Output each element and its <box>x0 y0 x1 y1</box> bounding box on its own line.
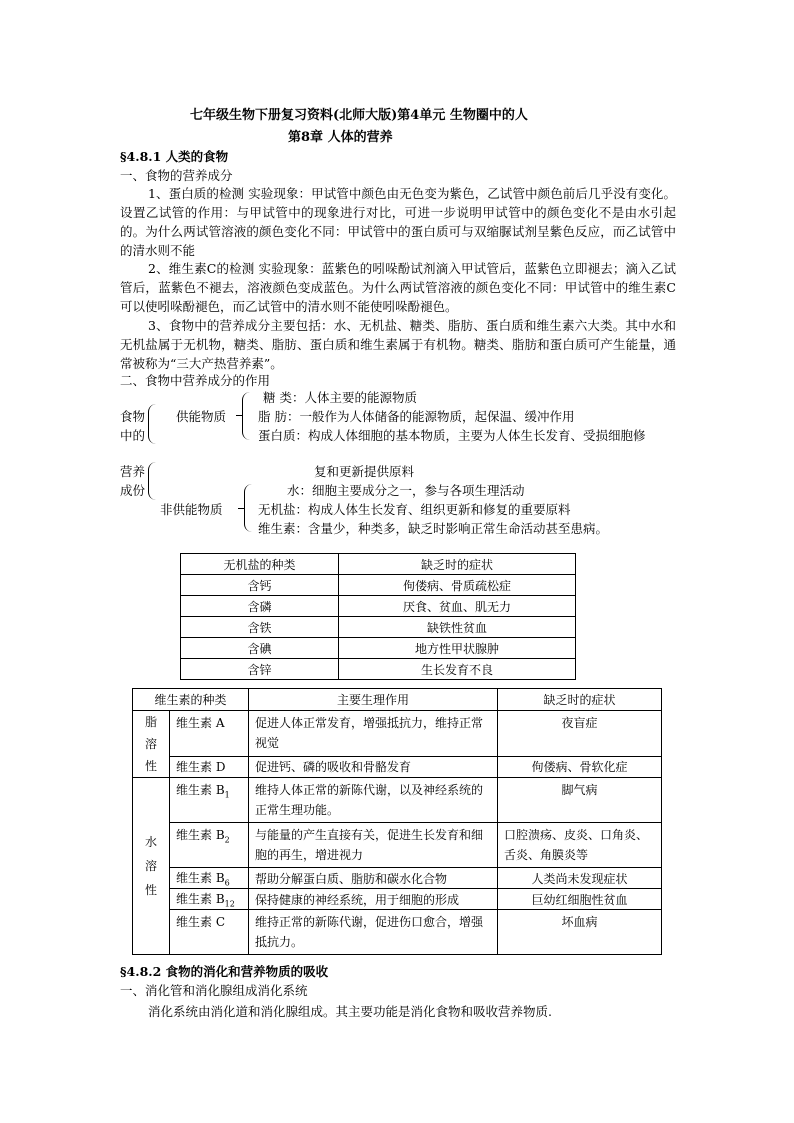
vitamin-name <box>170 868 249 889</box>
column-header: 维生素的种类 <box>133 689 249 711</box>
vitamin-subscript: 2 <box>224 835 230 845</box>
column-header: 缺乏时的症状 <box>498 689 662 711</box>
tree-root-line-2: 中的 <box>120 428 146 443</box>
table-row <box>133 889 662 910</box>
chapter-title: 第8章 人体的营养 <box>288 130 393 145</box>
group-fat-soluble: 脂溶性 <box>133 711 170 778</box>
table-row <box>133 756 662 777</box>
column-header: 缺乏时的症状 <box>339 554 576 575</box>
non-energy-substances-label: 非供能物质 <box>160 502 223 517</box>
mineral-deficiency-table <box>180 553 576 680</box>
vitamin-role: 维持人体正常的新陈代谢，以及神经系统的正常生理功能。 <box>249 778 498 823</box>
energy-brace <box>242 392 251 440</box>
vitamin-name-text: 维生素 B <box>176 870 225 885</box>
protein-role: 蛋白质：构成人体细胞的基本物质，主要为人体生长发育、受损细胞修 <box>258 428 646 443</box>
mineral-name: 含磷 <box>181 596 339 617</box>
heading-digestive-system: 一、消化管和消化腺组成消化系统 <box>120 983 308 998</box>
column-header: 无机盐的种类 <box>181 554 339 575</box>
vitamin-name: 维生素 C <box>170 910 249 955</box>
vitamin-name <box>170 889 249 910</box>
heading-nutrient-roles: 二、食物中营养成分的作用 <box>120 373 271 388</box>
vitamin-subscript: 6 <box>224 878 230 888</box>
mineral-role: 无机盐：构成人体生长发育、组织更新和修复的重要原料 <box>258 502 571 517</box>
table-row <box>181 659 576 680</box>
tree-root-line-4: 成份 <box>120 483 146 498</box>
vitamin-symptom: 口腔溃疡、皮炎、口角炎、舌炎、角膜炎等 <box>498 823 662 868</box>
vitamin-subscript: 1 <box>224 790 230 800</box>
table-row <box>133 823 662 868</box>
mineral-name: 含钙 <box>181 575 339 596</box>
paragraph-protein-test: 1、蛋白质的检测 实验现象：甲试管中颜色由无色变为紫色，乙试管中颜色前后几乎没有变化。设置乙试管的作用：与甲试管中的现象进行对比，可进一步说明甲试管中的颜色变化不是由水引起的。为什么两试管溶液的颜色变化不同：甲试管中的蛋白质可与双缩脲试剂呈紫色反应，而乙试管中的清水则不能 <box>120 186 676 258</box>
mineral-symptom: 地方性甲状腺肿 <box>339 638 576 659</box>
vitamin-role: 促进钙、磷的吸收和骨骼发育 <box>249 756 498 777</box>
mineral-symptom: 佝偻病、骨质疏松症 <box>339 575 576 596</box>
paragraph-six-nutrients: 3、食物中的营养成分主要包括：水、无机盐、糖类、脂肪、蛋白质和维生素六大类。其中水和无机盐属于无机物，糖类、脂肪、蛋白质和维生素属于有机物。糖类、脂肪和蛋白质可产生能量，通常被称为“三大产热营养素”。 <box>120 318 676 371</box>
group-water-soluble: 水溶性 <box>133 778 170 955</box>
table-header-row <box>181 554 576 575</box>
vitamin-symptom: 佝偻病、骨软化症 <box>498 756 662 777</box>
vitamin-name <box>170 778 249 823</box>
vitamin-role: 帮助分解蛋白质、脂肪和碳水化合物 <box>249 868 498 889</box>
energy-brace-tick <box>236 415 242 416</box>
mineral-name: 含碘 <box>181 638 339 659</box>
vitamin-symptom: 脚气病 <box>498 778 662 823</box>
energy-substances-label: 供能物质 <box>176 409 227 424</box>
vitamin-role: 维持正常的新陈代谢，促进伤口愈合，增强抵抗力。 <box>249 910 498 955</box>
table-row <box>181 575 576 596</box>
vitamin-name-text: 维生素 B <box>176 891 225 906</box>
vitamin-role: 与能量的产生直接有关，促进生长发育和细胞的再生，增进视力 <box>249 823 498 868</box>
vitamin-subscript: 12 <box>224 899 235 909</box>
root-brace-top <box>148 404 157 444</box>
mineral-name: 含锌 <box>181 659 339 680</box>
vitamin-symptom: 夜盲症 <box>498 711 662 757</box>
non-energy-brace-tick <box>238 508 244 509</box>
table-row <box>133 711 662 757</box>
section-title-digestion: §4.8.2 食物的消化和营养物质的吸收 <box>120 964 329 979</box>
vitamin-symptom: 巨幼红细胞性贫血 <box>498 889 662 910</box>
vitamin-table <box>132 688 662 955</box>
table-row <box>133 910 662 955</box>
table-row <box>181 638 576 659</box>
non-energy-brace <box>244 484 253 532</box>
vitamin-role: 促进人体正常发育，增强抵抗力，维持正常视觉 <box>249 711 498 757</box>
column-header: 主要生理作用 <box>249 689 498 711</box>
table-row <box>133 778 662 823</box>
mineral-symptom: 生长发育不良 <box>339 659 576 680</box>
root-brace-bottom <box>148 462 157 500</box>
vitamin-symptom: 坏血病 <box>498 910 662 955</box>
table-row <box>181 596 576 617</box>
section-title-human-food: §4.8.1 人类的食物 <box>120 149 229 164</box>
table-row <box>133 868 662 889</box>
vitamin-name: 维生素 A <box>170 711 249 757</box>
document-title: 七年级生物下册复习资料(北师大版)第4单元 生物圈中的人 <box>190 108 528 123</box>
vitamin-name: 维生素 D <box>170 756 249 777</box>
mineral-symptom: 缺铁性贫血 <box>339 617 576 638</box>
table-row <box>181 617 576 638</box>
vitamin-role: 维生素：含量少，种类多，缺乏时影响正常生命活动甚至患病。 <box>258 521 609 536</box>
tree-root-line-1: 食物 <box>120 409 146 424</box>
fat-role: 脂 肪：一般作为人体储备的能源物质，起保温、缓冲作用 <box>258 409 575 424</box>
tree-root-line-3: 营养 <box>120 464 146 479</box>
mineral-name: 含铁 <box>181 617 339 638</box>
vitamin-role: 保持健康的神经系统，用于细胞的形成 <box>249 889 498 910</box>
paragraph-digestive-system: 消化系统由消化道和消化腺组成。其主要功能是消化食物和吸收营养物质. <box>148 1004 552 1019</box>
table-header-row <box>133 689 662 711</box>
mineral-symptom: 厌食、贫血、肌无力 <box>339 596 576 617</box>
heading-nutrient-components: 一、食物的营养成分 <box>120 168 233 183</box>
vitamin-name-text: 维生素 B <box>176 783 225 797</box>
sugar-role: 糖 类：人体主要的能源物质 <box>263 390 417 405</box>
vitamin-symptom: 人类尚未发现症状 <box>498 868 662 889</box>
vitamin-name <box>170 823 249 868</box>
water-role: 水：细胞主要成分之一，参与各项生理活动 <box>287 483 525 498</box>
vitamin-name-text: 维生素 B <box>176 828 225 842</box>
protein-role-cont: 复和更新提供原料 <box>314 464 415 479</box>
paragraph-vitamin-c-test: 2、维生素C的检测 实验现象：蓝紫色的吲哚酚试剂滴入甲试管后，蓝紫色立即褪去；滴入乙试管后，蓝紫色不褪去，溶液颜色变成蓝色。为什么两试管溶液的颜色变化不同：甲试管中的维生素C可以使吲哚酚褪色，而乙试管中的清水则不能使吲哚酚褪色。 <box>120 261 676 314</box>
